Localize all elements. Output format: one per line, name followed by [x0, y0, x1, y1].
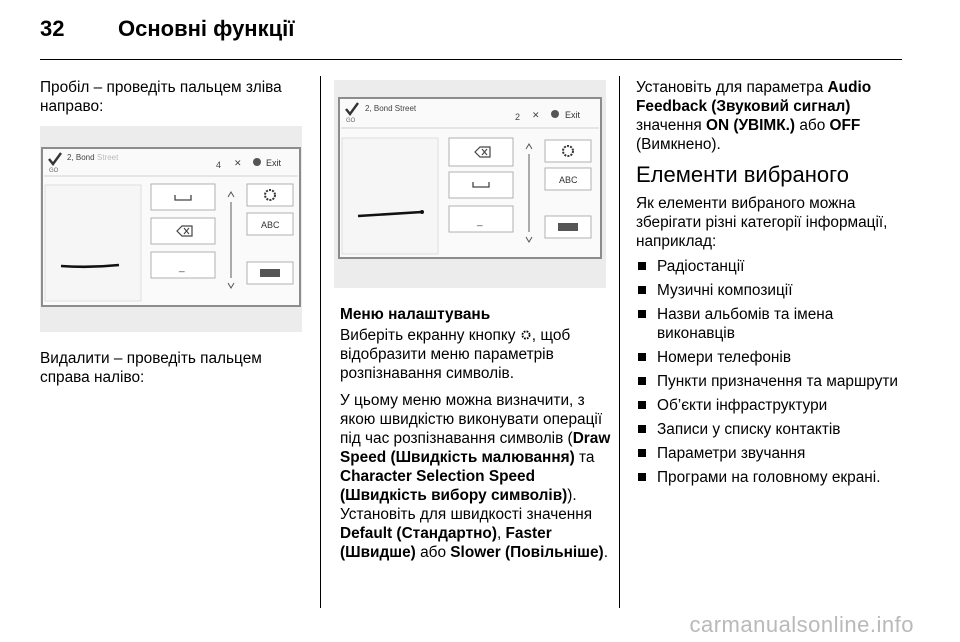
gear-button: [247, 184, 293, 206]
exit-button: Exit: [565, 110, 581, 120]
writing-pad: [45, 185, 141, 301]
settings-icon: [551, 110, 559, 118]
header-rule: [40, 59, 902, 60]
keyboard-icon: [558, 223, 578, 231]
go-label: GO: [346, 118, 356, 124]
list-item: Радіостанції: [636, 257, 912, 276]
screenshot-space-gesture: [40, 126, 302, 332]
column-divider-2: [619, 76, 620, 608]
scrollbar: [230, 202, 232, 278]
settings-menu-description: У цьому меню можна визначити, з якою швидкістю виконувати операції під час розпізнавання символів (Draw Speed (Швидкість малювання) та Character Selection Speed (Швидкість вибору символів)). Установіть для швидкості значення Default (Стандартно), Faster (Швидше) або Slower (Повільніше).: [340, 392, 611, 561]
settings-menu-intro: Виберіть екранну кнопку , щоб відобразити меню параметрів розпізнавання символів.: [340, 327, 571, 382]
abc-label: ABC: [261, 220, 280, 230]
close-icon: ✕: [532, 111, 540, 121]
watermark: carmanualsonline.info: [689, 612, 914, 637]
settings-menu-heading: Меню налаштувань: [340, 306, 491, 323]
list-item: Записи у списку контактів: [636, 420, 912, 439]
audio-feedback-text: Установіть для параметра Audio Feedback (Звуковий сигнал) значення ON (УВІМК.) або OFF (Вимкнено).: [636, 79, 872, 153]
swipe-left-text: Видалити – проведіть пальцем справа наліво:: [40, 350, 262, 386]
list-item: Музичні композиції: [636, 281, 912, 300]
screenshot-delete-gesture: [334, 80, 606, 288]
column-1-lower: [40, 349, 310, 395]
list-item: Програми на головному екрані.: [636, 468, 912, 487]
favourites-heading: Елементи вибраного: [636, 162, 849, 187]
address-faint-text: Street: [97, 153, 119, 162]
count-text: 4: [216, 160, 222, 170]
list-item: Назви альбомів та імена виконавців: [636, 305, 912, 343]
page-title: Основні функції: [118, 16, 295, 41]
address-text: 2, Bond Street: [365, 104, 417, 113]
swipe-right-text: Пробіл – проведіть пальцем зліва направо:: [40, 79, 282, 115]
column-3: [636, 78, 912, 492]
space-key: [449, 172, 513, 198]
underscore-label: _: [477, 216, 483, 227]
go-label: GO: [49, 168, 59, 174]
backspace-key: [151, 218, 215, 244]
list-item: Номери телефонів: [636, 348, 912, 367]
column-1: [40, 78, 310, 124]
column-divider-1: [320, 76, 321, 608]
list-item: Об’єкти інфраструктури: [636, 396, 912, 415]
settings-icon: [253, 158, 261, 166]
exit-button: Exit: [266, 158, 282, 168]
close-icon: ✕: [234, 159, 242, 169]
favourites-intro: Як елементи вибраного можна зберігати різні категорії інформації, наприклад:: [636, 195, 888, 250]
writing-pad: [342, 138, 438, 254]
column-2: [340, 305, 612, 570]
keyboard-icon: [260, 269, 280, 277]
gear-icon: [520, 329, 532, 341]
scrollbar: [528, 154, 530, 232]
favourites-list: [636, 257, 912, 487]
space-key: [151, 184, 215, 210]
abc-label: ABC: [559, 175, 578, 185]
list-item: Пункти призначення та маршрути: [636, 372, 912, 391]
address-text: 2, Bond: [67, 153, 95, 162]
count-text: 2: [515, 112, 521, 122]
gear-button: [545, 140, 591, 162]
page-number: 32: [40, 16, 65, 41]
underscore-label: _: [179, 262, 185, 273]
backspace-key: [449, 138, 513, 166]
list-item: Параметри звучання: [636, 444, 912, 463]
